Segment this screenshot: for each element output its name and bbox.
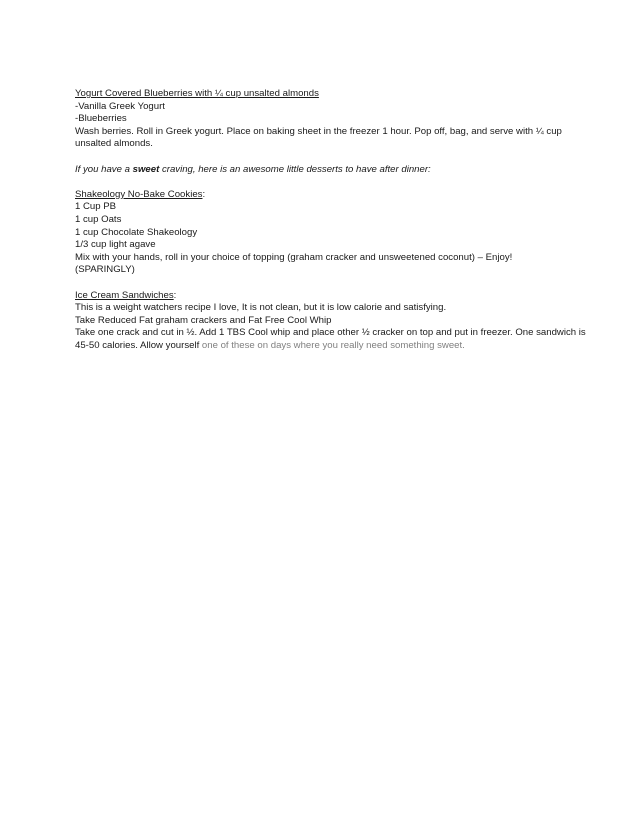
paragraph-gap [75,277,595,290]
recipe-heading-cookies [75,189,595,202]
title-colon: : [202,188,206,200]
recipe-note: (SPARINGLY) [75,264,135,276]
recipe-title-no-bake-cookies: Shakeology No-Bake Cookies [75,188,203,200]
paragraph-gap [75,151,595,164]
ingredient-item: 1/3 cup light agave [75,239,156,251]
recipe-instructions: Mix with your hands, roll in your choice of topping (graham cracker and unsweetened coconut) – Enjoy! [75,251,513,263]
sweet-craving-intro [75,164,595,177]
ingredient-item: -Blueberries [75,113,127,125]
document-page [75,88,595,352]
recipe-heading-ice-cream [75,290,595,303]
ingredient-item: 1 cup Chocolate Shakeology [75,226,198,238]
ingredient-item: 1 cup Oats [75,213,122,225]
recipe-ingredients-line: Take Reduced Fat graham crackers and Fat Free Cool Whip [75,314,332,326]
instructions-gray-text: one of these on days where you really need something sweet. [201,339,465,351]
intro-text-after: craving, here is an awesome little desserts to have after dinner: [159,163,431,175]
recipe-title-yogurt-blueberries: Yogurt Covered Blueberries with ¼ cup unsalted almonds [75,88,319,99]
ingredient-item: 1 Cup PB [75,201,117,213]
instructions-main-text: Take one crack and cut in ½. Add 1 TBS Cool whip and place other ½ cracker on top and put in freezer. One sandwich is 45-50 calories. Allow yourself [75,327,586,351]
ingredient-item: -Vanilla Greek Yogurt [75,100,165,112]
intro-bold-word: sweet [132,163,160,175]
title-colon: : [173,289,177,301]
intro-text-before: If you have a [75,163,133,175]
recipe-instructions: Wash berries. Roll in Greek yogurt. Place on baking sheet in the freezer 1 hour. Pop off, bag, and serve with ¼ cup unsalted almonds. [75,125,562,150]
recipe-description: This is a weight watchers recipe I love, It is not clean, but it is low calorie and satisfying. [75,302,447,314]
paragraph-gap [75,176,595,189]
recipe-instructions [75,327,595,352]
recipe-title-ice-cream-sandwiches: Ice Cream Sandwiches [75,289,174,301]
